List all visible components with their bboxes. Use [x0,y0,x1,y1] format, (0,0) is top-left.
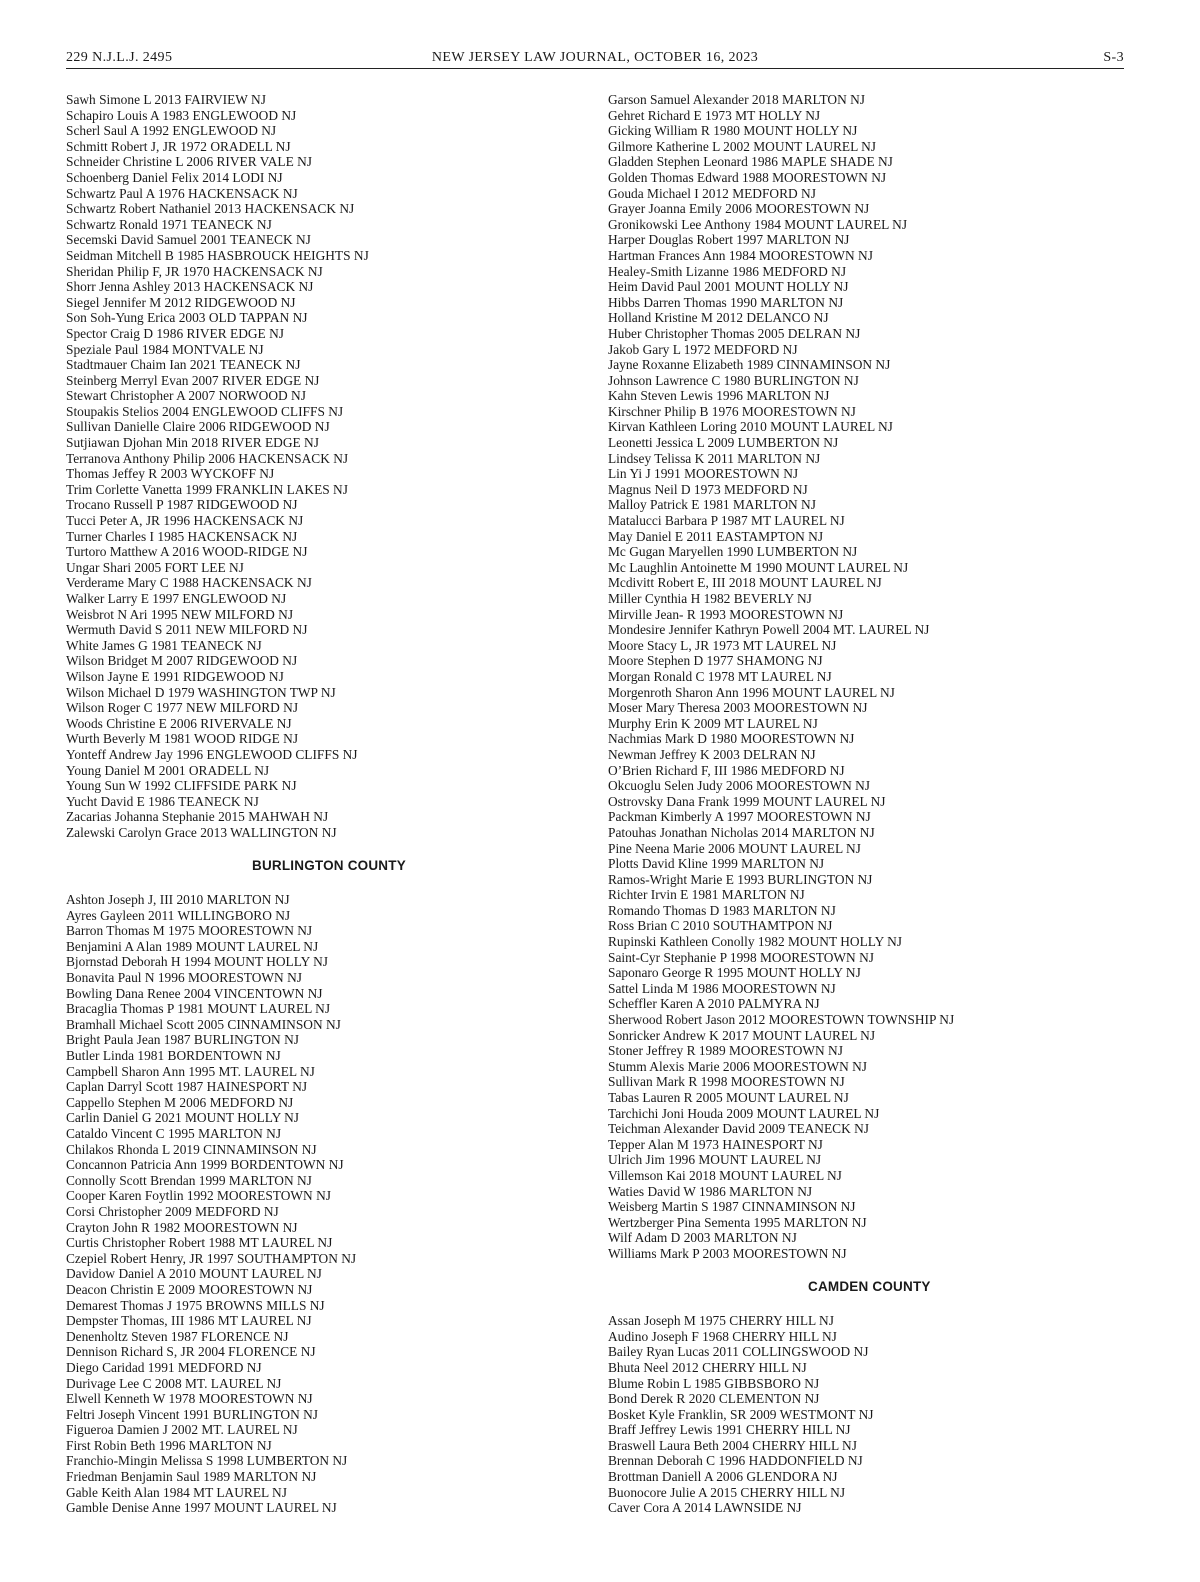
attorney-entry: Romando Thomas D 1983 MARLTON NJ [608,902,836,918]
publication-title: NEW JERSEY LAW JOURNAL, OCTOBER 16, 2023 [431,50,759,65]
attorney-entry: Trim Corlette Vanetta 1999 FRANKLIN LAKES NJ [66,481,348,497]
attorney-entry: Verderame Mary C 1988 HACKENSACK NJ [66,575,312,591]
citation: 229 N.J.L.J. 2495 [66,50,173,65]
attorney-entry: Bowling Dana Renee 2004 VINCENTOWN NJ [66,985,323,1001]
attorney-entry: Heim David Paul 2001 MOUNT HOLLY NJ [608,279,849,295]
attorney-entry: Bond Derek R 2020 CLEMENTON NJ [608,1391,820,1407]
entry-list [608,92,1128,1262]
attorney-entry: Ross Brian C 2010 SOUTHAMTPON NJ [608,918,833,934]
attorney-entry: Figueroa Damien J 2002 MT. LAUREL NJ [66,1422,298,1438]
attorney-entry: Woods Christine E 2006 RIVERVALE NJ [66,715,292,731]
attorney-entry: Patouhas Jonathan Nicholas 2014 MARLTON NJ [608,824,875,840]
attorney-entry: Sonricker Andrew K 2017 MOUNT LAUREL NJ [608,1027,876,1043]
attorney-entry: Schmitt Robert J, JR 1972 ORADELL NJ [66,138,291,154]
attorney-entry: Seidman Mitchell B 1985 HASBROUCK HEIGHTS NJ [66,247,369,263]
attorney-entry: Wilson Michael D 1979 WASHINGTON TWP NJ [66,684,336,700]
attorney-entry: Morgan Ronald C 1978 MT LAUREL NJ [608,668,832,684]
attorney-entry: Wurth Beverly M 1981 WOOD RIDGE NJ [66,731,299,747]
attorney-entry: Johnson Lawrence C 1980 BURLINGTON NJ [608,372,859,388]
attorney-entry: Malloy Patrick E 1981 MARLTON NJ [608,497,816,513]
attorney-entry: Assan Joseph M 1975 CHERRY HILL NJ [608,1313,834,1329]
attorney-entry: Scherl Saul A 1992 ENGLEWOOD NJ [66,123,277,139]
attorney-entry: Butler Linda 1981 BORDENTOWN NJ [66,1048,281,1064]
attorney-entry: Williams Mark P 2003 MOORESTOWN NJ [608,1245,847,1261]
county-heading: BURLINGTON COUNTY [252,857,406,873]
attorney-entry: Mondesire Jennifer Kathryn Powell 2004 MT. LAUREL NJ [608,622,930,638]
attorney-entry: Turner Charles I 1985 HACKENSACK NJ [66,528,298,544]
attorney-entry: Bhuta Neel 2012 CHERRY HILL NJ [608,1359,807,1375]
attorney-entry: Villemson Kai 2018 MOUNT LAUREL NJ [608,1167,842,1183]
attorney-entry: Campbell Sharon Ann 1995 MT. LAUREL NJ [66,1063,315,1079]
attorney-entry: Braff Jeffrey Lewis 1991 CHERRY HILL NJ [608,1422,851,1438]
attorney-entry: Morgenroth Sharon Ann 1996 MOUNT LAUREL NJ [608,684,895,700]
attorney-entry: Stewart Christopher A 2007 NORWOOD NJ [66,388,306,404]
attorney-entry: Wilson Jayne E 1991 RIDGEWOOD NJ [66,668,284,684]
attorney-entry: Wilson Bridget M 2007 RIDGEWOOD NJ [66,653,298,669]
left-column [66,92,566,1516]
attorney-entry: Thomas Jeffey R 2003 WYCKOFF NJ [66,466,275,482]
attorney-entry: Son Soh-Yung Erica 2003 OLD TAPPAN NJ [66,310,308,326]
attorney-entry: Wertzberger Pina Sementa 1995 MARLTON NJ [608,1214,867,1230]
attorney-entry: Steinberg Merryl Evan 2007 RIVER EDGE NJ [66,372,320,388]
attorney-entry: Garson Samuel Alexander 2018 MARLTON NJ [608,92,866,107]
attorney-entry: Franchio-Mingin Melissa S 1998 LUMBERTON NJ [66,1453,348,1469]
attorney-entry: Holland Kristine M 2012 DELANCO NJ [608,310,829,326]
attorney-entry: Hibbs Darren Thomas 1990 MARLTON NJ [608,294,844,310]
attorney-entry: Demarest Thomas J 1975 BROWNS MILLS NJ [66,1297,325,1313]
attorney-entry: Bright Paula Jean 1987 BURLINGTON NJ [66,1032,299,1048]
attorney-entry: Schwartz Robert Nathaniel 2013 HACKENSACK NJ [66,201,355,217]
attorney-entry: Curtis Christopher Robert 1988 MT LAUREL NJ [66,1235,333,1251]
attorney-entry: Sutjiawan Djohan Min 2018 RIVER EDGE NJ [66,435,319,451]
attorney-entry: Sattel Linda M 1986 MOORESTOWN NJ [608,980,836,996]
attorney-entry: Gehret Richard E 1973 MT HOLLY NJ [608,107,821,123]
attorney-entry: Gladden Stephen Leonard 1986 MAPLE SHADE NJ [608,154,893,170]
attorney-entry: Benjamini A Alan 1989 MOUNT LAUREL NJ [66,938,319,954]
attorney-entry: Elwell Kenneth W 1978 MOORESTOWN NJ [66,1391,313,1407]
attorney-entry: Schapiro Louis A 1983 ENGLEWOOD NJ [66,107,297,123]
attorney-entry: Stadtmauer Chaim Ian 2021 TEANECK NJ [66,357,301,373]
attorney-entry: Denenholtz Steven 1987 FLORENCE NJ [66,1328,289,1344]
attorney-entry: Caplan Darryl Scott 1987 HAINESPORT NJ [66,1079,308,1095]
attorney-entry: O’Brien Richard F, III 1986 MEDFORD NJ [608,762,845,778]
attorney-entry: Zacarias Johanna Stephanie 2015 MAHWAH NJ [66,809,329,825]
attorney-entry: Ungar Shari 2005 FORT LEE NJ [66,559,244,575]
attorney-entry: Stoupakis Stelios 2004 ENGLEWOOD CLIFFS NJ [66,403,344,419]
attorney-entry: Spector Craig D 1986 RIVER EDGE NJ [66,325,284,341]
attorney-entry: Audino Joseph F 1968 CHERRY HILL NJ [608,1328,837,1344]
page-number: S-3 [1103,50,1124,65]
attorney-entry: Schwartz Paul A 1976 HACKENSACK NJ [66,185,298,201]
attorney-entry: Golden Thomas Edward 1988 MOORESTOWN NJ [608,169,887,185]
attorney-entry: Brennan Deborah C 1996 HADDONFIELD NJ [608,1453,863,1469]
attorney-entry: Buonocore Julie A 2015 CHERRY HILL NJ [608,1484,846,1500]
attorney-entry: Tucci Peter A, JR 1996 HACKENSACK NJ [66,513,304,529]
attorney-entry: Bramhall Michael Scott 2005 CINNAMINSON NJ [66,1016,341,1032]
attorney-entry: Terranova Anthony Philip 2006 HACKENSACK NJ [66,450,349,466]
attorney-entry: Saponaro George R 1995 MOUNT HOLLY NJ [608,965,861,981]
attorney-entry: Kirvan Kathleen Loring 2010 MOUNT LAUREL NJ [608,419,893,435]
attorney-entry: Healey-Smith Lizanne 1986 MEDFORD NJ [608,263,847,279]
attorney-entry: Plotts David Kline 1999 MARLTON NJ [608,856,825,872]
attorney-entry: Pine Neena Marie 2006 MOUNT LAUREL NJ [608,840,861,856]
attorney-entry: Wermuth David S 2011 NEW MILFORD NJ [66,622,308,638]
attorney-entry: Hartman Frances Ann 1984 MOORESTOWN NJ [608,247,873,263]
attorney-entry: Connolly Scott Brendan 1999 MARLTON NJ [66,1172,312,1188]
attorney-entry: Cataldo Vincent C 1995 MARLTON NJ [66,1126,282,1141]
attorney-entry: Grayer Joanna Emily 2006 MOORESTOWN NJ [608,201,870,217]
attorney-entry: Leonetti Jessica L 2009 LUMBERTON NJ [608,435,839,451]
attorney-entry: Gicking William R 1980 MOUNT HOLLY NJ [608,123,858,139]
attorney-entry: Young Daniel M 2001 ORADELL NJ [66,762,270,778]
attorney-entry: Gable Keith Alan 1984 MT LAUREL NJ [66,1484,287,1500]
attorney-entry: First Robin Beth 1996 MARLTON NJ [66,1437,272,1453]
attorney-entry: Carlin Daniel G 2021 MOUNT HOLLY NJ [66,1110,299,1126]
attorney-entry: Moore Stephen D 1977 SHAMONG NJ [608,653,823,669]
attorney-entry: Bracaglia Thomas P 1981 MOUNT LAUREL NJ [66,1001,331,1017]
attorney-entry: Tabas Lauren R 2005 MOUNT LAUREL NJ [608,1090,849,1105]
attorney-entry: Davidow Daniel A 2010 MOUNT LAUREL NJ [66,1266,322,1282]
attorney-entry: Shorr Jenna Ashley 2013 HACKENSACK NJ [66,279,314,295]
attorney-entry: Moore Stacy L, JR 1973 MT LAUREL NJ [608,637,837,653]
attorney-entry: Jakob Gary L 1972 MEDFORD NJ [608,341,798,357]
attorney-entry: Stoner Jeffrey R 1989 MOORESTOWN NJ [608,1043,843,1059]
attorney-entry: Gouda Michael I 2012 MEDFORD NJ [608,185,816,201]
attorney-entry: Speziale Paul 1984 MONTVALE NJ [66,341,264,357]
attorney-entry: Moser Mary Theresa 2003 MOORESTOWN NJ [608,700,868,716]
attorney-entry: Caver Cora A 2014 LAWNSIDE NJ [608,1500,802,1516]
attorney-entry: Dennison Richard S, JR 2004 FLORENCE NJ [66,1344,316,1360]
attorney-entry: Huber Christopher Thomas 2005 DELRAN NJ [608,325,861,341]
attorney-entry: Siegel Jennifer M 2012 RIDGEWOOD NJ [66,294,296,310]
attorney-entry: Mirville Jean- R 1993 MOORESTOWN NJ [608,606,844,622]
attorney-entry: Matalucci Barbara P 1987 MT LAUREL NJ [608,513,845,529]
attorney-entry: Concannon Patricia Ann 1999 BORDENTOWN NJ [66,1157,344,1173]
attorney-entry: Turtoro Matthew A 2016 WOOD-RIDGE NJ [66,544,308,560]
attorney-entry: May Daniel E 2011 EASTAMPTON NJ [608,528,824,544]
attorney-entry: Bosket Kyle Franklin, SR 2009 WESTMONT NJ [608,1406,874,1422]
attorney-entry: Walker Larry E 1997 ENGLEWOOD NJ [66,591,287,606]
attorney-entry: Trocano Russell P 1987 RIDGEWOOD NJ [66,497,298,513]
attorney-entry: Secemski David Samuel 2001 TEANECK NJ [66,232,311,248]
attorney-entry: Ramos-Wright Marie E 1993 BURLINGTON NJ [608,871,873,887]
attorney-entry: Blume Robin L 1985 GIBBSBORO NJ [608,1375,820,1391]
attorney-entry: Bailey Ryan Lucas 2011 COLLINGSWOOD NJ [608,1344,869,1360]
attorney-entry: Okcuoglu Selen Judy 2006 MOORESTOWN NJ [608,778,870,794]
attorney-entry: Murphy Erin K 2009 MT LAUREL NJ [608,715,818,731]
attorney-entry: Zalewski Carolyn Grace 2013 WALLINGTON NJ [66,824,337,840]
attorney-entry: Weisbrot N Ari 1995 NEW MILFORD NJ [66,606,294,622]
attorney-entry: Sullivan Mark R 1998 MOORESTOWN NJ [608,1074,845,1090]
attorney-entry: Bonavita Paul N 1996 MOORESTOWN NJ [66,970,302,986]
attorney-entry: Durivage Lee C 2008 MT. LAUREL NJ [66,1375,282,1391]
attorney-entry: Tepper Alan M 1973 HAINESPORT NJ [608,1136,823,1152]
attorney-entry: Corsi Christopher 2009 MEDFORD NJ [66,1203,279,1219]
attorney-entry: Sullivan Danielle Claire 2006 RIDGEWOOD NJ [66,419,330,435]
entry-list [66,892,566,1516]
attorney-entry: Barron Thomas M 1975 MOORESTOWN NJ [66,923,313,939]
attorney-entry: Braswell Laura Beth 2004 CHERRY HILL NJ [608,1437,857,1453]
attorney-entry: Ostrovsky Dana Frank 1999 MOUNT LAUREL NJ [608,793,886,809]
attorney-entry: Harper Douglas Robert 1997 MARLTON NJ [608,232,850,248]
attorney-entry: Young Sun W 1992 CLIFFSIDE PARK NJ [66,778,297,794]
attorney-entry: Deacon Christin E 2009 MOORESTOWN NJ [66,1281,313,1297]
attorney-entry: Mc Laughlin Antoinette M 1990 MOUNT LAUREL NJ [608,559,909,575]
attorney-entry: Tarchichi Joni Houda 2009 MOUNT LAUREL NJ [608,1105,880,1121]
attorney-entry: Dempster Thomas, III 1986 MT LAUREL NJ [66,1313,312,1329]
attorney-entry: Ayres Gayleen 2011 WILLINGBORO NJ [66,907,291,923]
attorney-entry: Miller Cynthia H 1982 BEVERLY NJ [608,591,812,606]
attorney-entry: White James G 1981 TEANECK NJ [66,637,262,653]
attorney-entry: Kahn Steven Lewis 1996 MARLTON NJ [608,388,830,404]
attorney-entry: Rupinski Kathleen Conolly 1982 MOUNT HOLLY NJ [608,934,902,950]
attorney-entry: Saint-Cyr Stephanie P 1998 MOORESTOWN NJ [608,949,874,965]
attorney-entry: Yonteff Andrew Jay 1996 ENGLEWOOD CLIFFS NJ [66,746,358,762]
attorney-entry: Wilf Adam D 2003 MARLTON NJ [608,1230,797,1246]
attorney-entry: Gronikowski Lee Anthony 1984 MOUNT LAUREL NJ [608,216,908,232]
attorney-entry: Newman Jeffrey K 2003 DELRAN NJ [608,746,816,762]
attorney-entry: Scheffler Karen A 2010 PALMYRA NJ [608,996,820,1012]
attorney-entry: Nachmias Mark D 1980 MOORESTOWN NJ [608,731,855,747]
attorney-entry: Schneider Christine L 2006 RIVER VALE NJ [66,154,312,170]
attorney-entry: Lin Yi J 1991 MOORESTOWN NJ [608,466,799,482]
entry-list [608,1313,1128,1516]
attorney-entry: Sherwood Robert Jason 2012 MOORESTOWN TOWNSHIP NJ [608,1012,955,1028]
attorney-entry: Richter Irvin E 1981 MARLTON NJ [608,887,805,903]
attorney-entry: Waties David W 1986 MARLTON NJ [608,1183,813,1199]
attorney-entry: Czepiel Robert Henry, JR 1997 SOUTHAMPTON NJ [66,1250,357,1266]
attorney-entry: Packman Kimberly A 1997 MOORESTOWN NJ [608,809,871,825]
attorney-entry: Weisberg Martin S 1987 CINNAMINSON NJ [608,1199,856,1215]
attorney-entry: Schoenberg Daniel Felix 2014 LODI NJ [66,169,283,185]
attorney-entry: Jayne Roxanne Elizabeth 1989 CINNAMINSON NJ [608,357,891,373]
attorney-entry: Feltri Joseph Vincent 1991 BURLINGTON NJ [66,1406,318,1422]
attorney-entry: Magnus Neil D 1973 MEDFORD NJ [608,481,808,497]
attorney-entry: Lindsey Telissa K 2011 MARLTON NJ [608,450,821,466]
attorney-entry: Cappello Stephen M 2006 MEDFORD NJ [66,1094,294,1110]
attorney-entry: Ulrich Jim 1996 MOUNT LAUREL NJ [608,1152,822,1168]
attorney-entry: Mcdivitt Robert E, III 2018 MOUNT LAUREL NJ [608,575,882,591]
attorney-entry: Brottman Daniell A 2006 GLENDORA NJ [608,1469,838,1485]
attorney-entry: Chilakos Rhonda L 2019 CINNAMINSON NJ [66,1141,317,1157]
attorney-entry: Cooper Karen Foytlin 1992 MOORESTOWN NJ [66,1188,331,1204]
attorney-entry: Kirschner Philip B 1976 MOORESTOWN NJ [608,403,856,419]
attorney-entry: Sheridan Philip F, JR 1970 HACKENSACK NJ [66,263,323,279]
attorney-entry: Friedman Benjamin Saul 1989 MARLTON NJ [66,1469,317,1485]
county-heading: CAMDEN COUNTY [808,1278,931,1294]
attorney-entry: Diego Caridad 1991 MEDFORD NJ [66,1359,262,1375]
attorney-entry: Gilmore Katherine L 2002 MOUNT LAUREL NJ [608,138,877,154]
entry-list [66,92,566,841]
page-header [66,48,1124,69]
attorney-entry: Bjornstad Deborah H 1994 MOUNT HOLLY NJ [66,954,328,970]
attorney-entry: Crayton John R 1982 MOORESTOWN NJ [66,1219,298,1235]
attorney-entry: Ashton Joseph J, III 2010 MARLTON NJ [66,892,290,908]
attorney-entry: Stumm Alexis Marie 2006 MOORESTOWN NJ [608,1058,868,1074]
attorney-entry: Yucht David E 1986 TEANECK NJ [66,793,259,809]
attorney-entry: Gamble Denise Anne 1997 MOUNT LAUREL NJ [66,1500,337,1516]
attorney-entry: Schwartz Ronald 1971 TEANECK NJ [66,216,272,232]
attorney-entry: Sawh Simone L 2013 FAIRVIEW NJ [66,92,266,107]
attorney-entry: Mc Gugan Maryellen 1990 LUMBERTON NJ [608,544,858,560]
attorney-entry: Teichman Alexander David 2009 TEANECK NJ [608,1121,869,1137]
right-column [608,92,1128,1516]
attorney-entry: Wilson Roger C 1977 NEW MILFORD NJ [66,700,299,716]
